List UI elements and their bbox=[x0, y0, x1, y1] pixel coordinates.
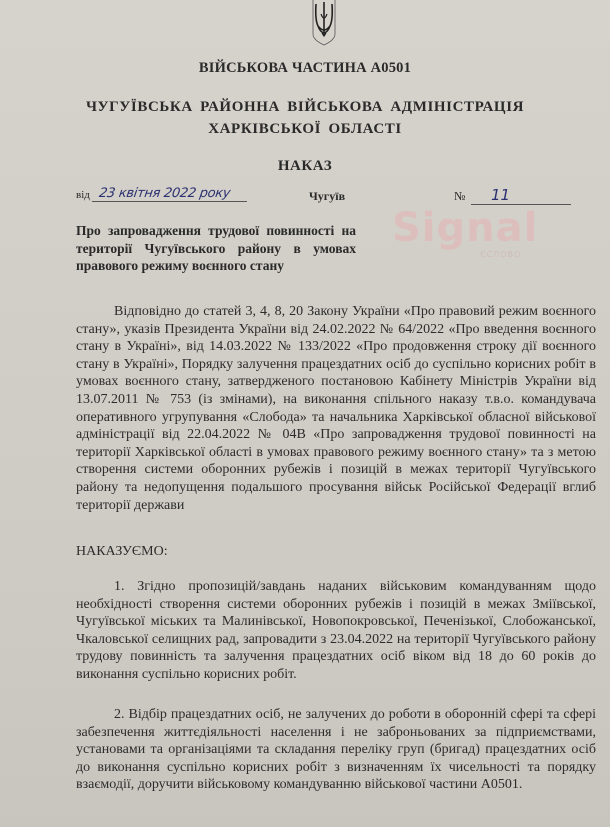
admin-title-line1: ЧУГУЇВСЬКА РАЙОННА ВІЙСЬКОВА АДМІНІСТРАЦІЯ bbox=[85, 99, 525, 115]
handwritten-date: 23 квітня 2022 року bbox=[92, 186, 249, 202]
watermark-subtext: ЄСЛОВО bbox=[480, 250, 522, 259]
order-subject: Про запровадження трудової повинності на території Чугуївського району в умовах правового режиму воєнного стану bbox=[76, 223, 356, 273]
date-label: від bbox=[76, 189, 90, 201]
handwritten-order-number: 11 bbox=[471, 186, 571, 205]
order-title: НАКАЗ bbox=[277, 158, 333, 174]
city-label: Чугуїв bbox=[309, 189, 346, 203]
order-item-1: 1. Згідно пропозицій/завдань наданих військовим командуванням щодо необхідності створення системи оборонних рубежів і позицій в межах Зміївської, Чугуївської міських та Малинівської, Новопокровської, Печенізької, Слобожанської, Чкаловської селищних рад, запровадити з 23.04.2022 на території Чугуївського району трудову повинність та залучення працездатних осіб віком від 18 до 60 років до виконання суспільно корисних робіт. bbox=[76, 579, 596, 682]
watermark: Signal bbox=[392, 205, 539, 251]
admin-title-line2: ХАРКІВСЬКОЇ ОБЛАСТІ bbox=[208, 121, 402, 137]
order-item-2: 2. Відбір працездатних осіб, не залучених до роботи в оборонній сфері та сфері забезпечення життєдіяльності населення і не заброньованих за підприємствами, установами та організаціями та складання переліку груп (бригад) працездатних осіб до виконання суспільно корисних робіт з визначенням їх чисельності та порядку взаємодії, доручити військовому командуванню військової частини А0501. bbox=[76, 707, 596, 793]
trident-coat-of-arms-icon bbox=[312, 0, 336, 46]
number-label: № bbox=[454, 189, 466, 203]
preamble-paragraph: Відповідно до статей 3, 4, 8, 20 Закону України «Про правовий режим воєнного стану», указів Президента України від 24.02.2022 № 64/2022 «Про введення воєнного стану в Україні», від 14.03.2022 № 133/2022 «Про продовження строку дії воєнного стану в Україні», Порядку залучення працездатних осіб до суспільно корисних робіт в умовах воєнного стану, затвердженого постановою Кабінету Міністрів України від 13.07.2011 № 753 (із змінами), на виконання спільного наказу т.в.о. командувача оперативного угрупування «Слобода» та начальника Харківської обласної військової адміністрації від 22.04.2022 № 04В «Про запровадження трудової повинності на території Харківської області в умовах правового режиму воєнного стану» та з метою створення системи оборонних рубежів і позицій в межах території Чугуївського району та недопущення подальшого просування військ Російської Федерації вглиб території держави bbox=[76, 304, 596, 513]
order-directive-heading: НАКАЗУЄМО: bbox=[76, 544, 168, 559]
admin-title bbox=[0, 96, 610, 140]
unit-title: ВІЙСЬКОВА ЧАСТИНА А0501 bbox=[198, 60, 412, 76]
